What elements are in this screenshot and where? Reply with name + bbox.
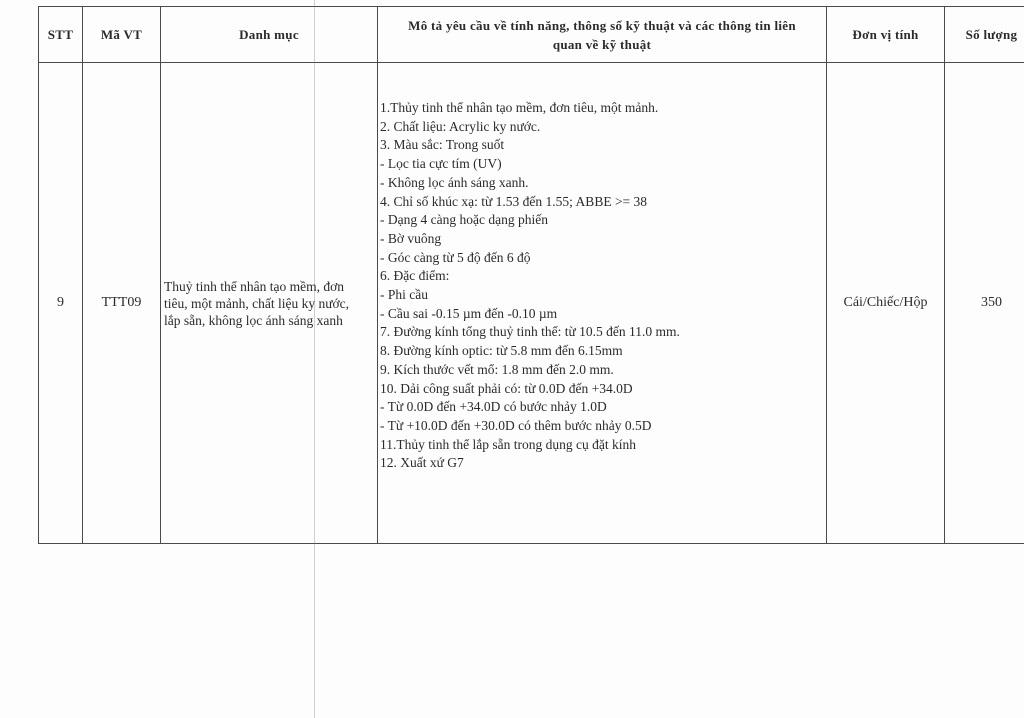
list-item: 9. Kích thước vết mổ: 1.8 mm đến 2.0 mm. [380,361,614,377]
cell-stt: 9 [39,63,83,544]
danh-muc-line: lắp sẵn, không lọc ánh sáng xanh [164,312,343,328]
header-so-luong: Số lượng [945,7,1024,63]
table-row [39,63,1024,544]
cell-mo-ta [378,63,827,544]
scan-fold-line [314,0,315,718]
table-header-row [39,7,1024,63]
list-item: 8. Đường kính optic: từ 5.8 mm đến 6.15mm [380,343,623,359]
danh-muc-line: Thuỷ tinh thể nhân tạo mềm, đơn [164,278,344,294]
list-item: - Dạng 4 càng hoặc dạng phiến [380,212,548,228]
header-mo-ta [378,7,827,63]
list-item: - Không lọc ánh sáng xanh. [380,174,529,190]
list-item: 1.Thủy tinh thể nhân tạo mềm, đơn tiêu, một mảnh. [380,100,659,115]
header-ma-vt: Mã VT [83,7,161,63]
list-item: - Lọc tia cực tím (UV) [380,156,502,172]
list-item: - Cầu sai -0.15 µm đến -0.10 µm [380,305,558,321]
cell-don-vi-tinh: Cái/Chiếc/Hộp [827,63,945,544]
cell-danh-muc [161,63,378,544]
danh-muc-line: tiêu, một mảnh, chất liệu ky nước, [164,295,350,311]
header-don-vi-tinh: Đơn vị tính [827,7,945,63]
header-mo-ta-line1: Mô tả yêu cầu về tính năng, thông số kỹ thuật và các thông tin liên [408,17,796,33]
description-list [380,99,824,473]
cell-so-luong: 350 [945,63,1024,544]
list-item: 12. Xuất xứ G7 [380,455,464,471]
list-item: 3. Màu sắc: Trong suốt [380,137,505,153]
specification-table [38,6,1024,544]
list-item: 2. Chất liệu: Acrylic ky nước. [380,118,541,134]
list-item: - Bờ vuông [380,230,442,246]
list-item: 4. Chỉ số khúc xạ: từ 1.53 đến 1.55; ABBE >= 38 [380,193,648,209]
header-danh-muc: Danh mục [161,7,378,63]
list-item: 7. Đường kính tổng thuỷ tinh thể: từ 10.5 đến 11.0 mm. [380,324,680,340]
list-item: 6. Đặc điểm: [380,268,450,284]
cell-ma-vt: TTT09 [83,63,161,544]
list-item: - Phi cầu [380,287,428,303]
list-item: 11.Thủy tinh thể lắp sẵn trong dụng cụ đặt kính [380,436,636,452]
list-item: 10. Dải công suất phải có: từ 0.0D đến +34.0D [380,380,633,396]
list-item: - Từ 0.0D đến +34.0D có bước nhảy 1.0D [380,399,607,415]
header-stt: STT [39,7,83,63]
list-item: - Góc càng từ 5 độ đến 6 độ [380,249,531,265]
list-item: - Từ +10.0D đến +30.0D có thêm bước nhảy 0.5D [380,417,652,433]
header-mo-ta-line2: quan về kỹ thuật [552,36,652,52]
